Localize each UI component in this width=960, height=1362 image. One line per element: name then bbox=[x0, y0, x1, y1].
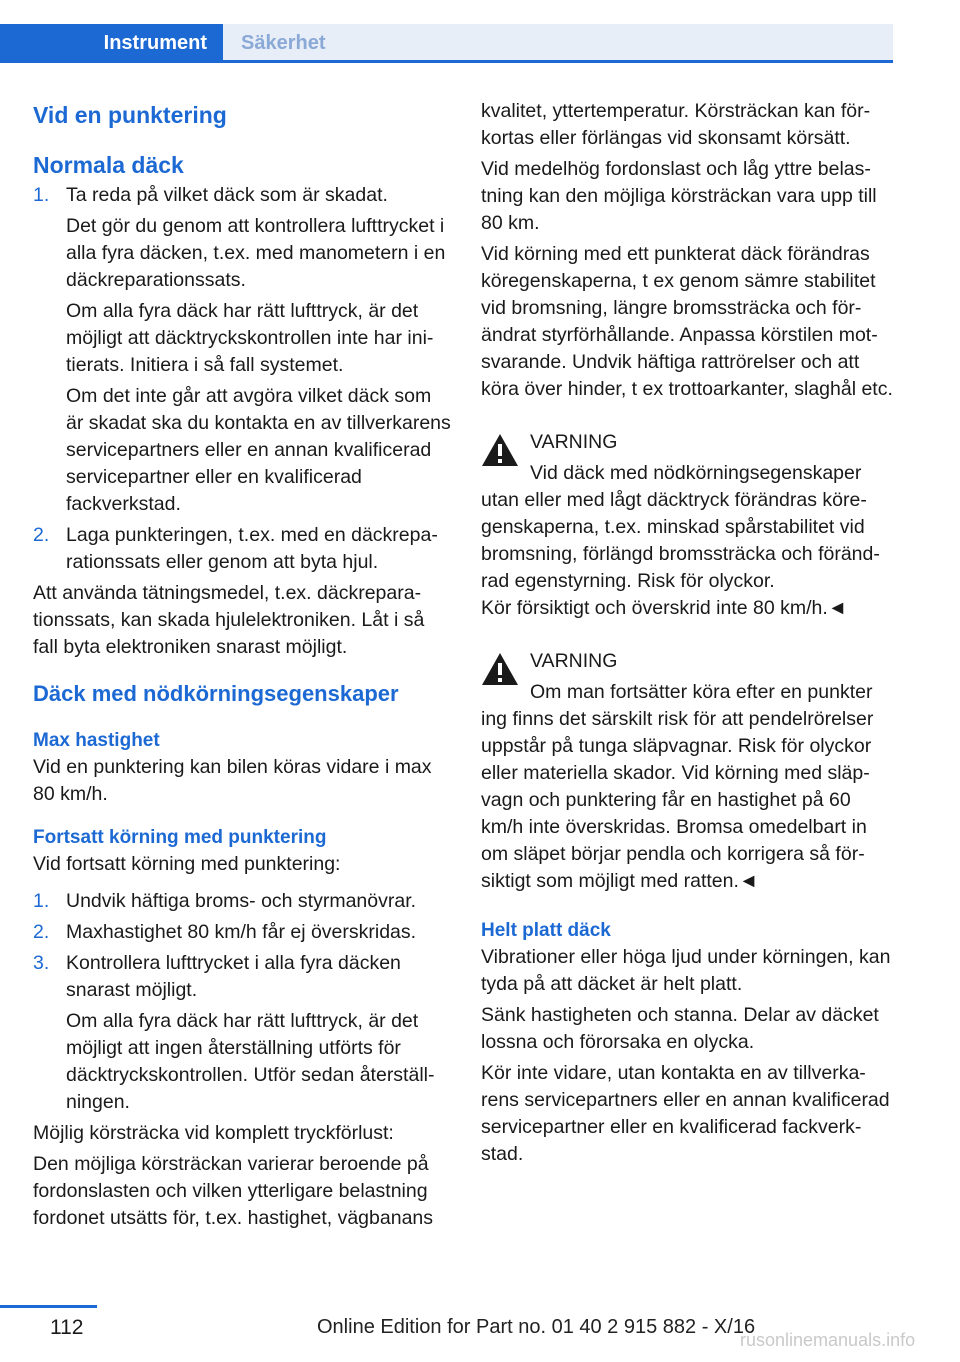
right-column bbox=[481, 98, 895, 1172]
warning-box bbox=[481, 429, 895, 622]
subsection-title-normal-tires: Normala däck bbox=[33, 152, 184, 178]
tab-sakerhet[interactable]: Säkerhet bbox=[223, 24, 893, 62]
list-item bbox=[33, 182, 453, 518]
watermark: rusonlinemanuals.info bbox=[740, 1330, 916, 1350]
list-item-text: Maxhastighet 80 km/h får ej överskridas. bbox=[66, 921, 417, 943]
list-number: 2. bbox=[33, 524, 50, 546]
paragraph: Vid fortsatt körning med punktering: bbox=[33, 853, 341, 875]
warning-text: Vid däck med nödkörningsegenskaper bbox=[530, 462, 862, 484]
paragraph: Att använda tätningsmedel, t.ex. däckreparationssats, kan skada hjulelektroniken. Låt i så fall byta elektroniken snarast möjligt. bbox=[33, 582, 425, 658]
list-item-subtext: Om alla fyra däck har rätt lufttryck, är det möjligt att däcktryckskontrollen inte har initierats. Initiera i så fall systemet. bbox=[66, 300, 434, 376]
paragraph: Den möjliga körsträckan varierar beroende på fordonslasten och vilken ytterligare belastning fordonet utsätts för, t.ex. hastighet, vägbanans bbox=[33, 1153, 434, 1229]
heading-max-speed: Max hastighet bbox=[33, 730, 160, 751]
subsection-title-runflat: Däck med nödkörningsegenskaper bbox=[33, 681, 399, 706]
paragraph: Vid medelhög fordonslast och låg yttre belastning kan den möjliga körsträckan vara upp till 80 km. bbox=[481, 158, 877, 234]
warning-text: ing finns det särskilt risk för att pendelrörelser uppstår på tunga släpvagnar. Risk för olyckor eller materiella skador. Vid körning med släpvagn och punktering får en hastighet på 60 km/h inte överskridas. Bromsa omedelbart in om släpet börjar pendla och korrigera så försiktigt som möjligt med ratten.◄ bbox=[481, 708, 874, 892]
warning-triangle-icon bbox=[481, 433, 519, 467]
list-item-subtext: Om alla fyra däck har rätt lufttryck, är det möjligt att ingen återställning utförts för däcktryckskontrollen. Utför sedan återställningen. bbox=[66, 1010, 435, 1113]
list-item-subtext: Det gör du genom att kontrollera lufttrycket i alla fyra däcken, t.ex. med manometern i en däckreparationssats. bbox=[66, 215, 446, 291]
list-item-text: Kontrollera lufttrycket i alla fyra däcken snarast möjligt. bbox=[66, 952, 401, 1001]
list-number: 1. bbox=[33, 184, 50, 206]
footer-rule bbox=[0, 1305, 97, 1308]
paragraph: Vid körning med ett punkterat däck förändras köregenskaperna, t ex genom sämre stabilitet vid bromsning, längre bromssträcka och förändrat styrförhållande. Anpassa körstilen motsvarande. Undvik häftiga rattrörelser och att köra över hinder, t ex trottoarkanter, slaghål etc. bbox=[481, 243, 893, 400]
list-item-text: Ta reda på vilket däck som är skadat. bbox=[66, 184, 388, 206]
list-item bbox=[33, 888, 453, 915]
list-number: 1. bbox=[33, 890, 50, 912]
steps-list-2 bbox=[33, 888, 453, 1116]
paragraph: Kör inte vidare, utan kontakta en av tillverkarens servicepartners eller en annan kvalificerad servicepartner eller en kvalificerad fackverkstad. bbox=[481, 1062, 890, 1165]
warning-text: utan eller med lågt däcktryck förändras köregenskaperna, t.ex. minskad spårstabilitet vid bromsning, förlängd bromssträcka och förändrad egenstyrning. Risk för olyckor. bbox=[481, 489, 880, 592]
list-item-text: Laga punkteringen, t.ex. med en däckreparationssats eller genom att byta hjul. bbox=[66, 524, 438, 573]
warning-title: VARNING bbox=[530, 431, 618, 453]
list-item-subtext: Om det inte går att avgöra vilket däck som är skadat ska du kontakta en av tillverkarens servicepartners eller en annan kvalificerad servicepartner eller en kvalificerad fackverkstad. bbox=[66, 385, 451, 515]
list-item bbox=[33, 950, 453, 1116]
page-number: 112 bbox=[50, 1316, 84, 1339]
warning-triangle-icon bbox=[481, 652, 519, 686]
list-item-text: Undvik häftiga broms- och styrmanövrar. bbox=[66, 890, 417, 912]
list-number: 3. bbox=[33, 952, 50, 974]
warning-title: VARNING bbox=[530, 650, 618, 672]
list-number: 2. bbox=[33, 921, 50, 943]
paragraph: Sänk hastigheten och stanna. Delar av däcket lossna och förorsaka en olycka. bbox=[481, 1004, 879, 1053]
edition-text: Online Edition for Part no. 01 40 2 915 882 - X/16 bbox=[317, 1316, 756, 1338]
paragraph: kvalitet, yttertemperatur. Körsträckan kan förkortas eller förlängas vid skonsamt körsätt. bbox=[481, 100, 871, 149]
tab-instrument[interactable]: Instrument bbox=[0, 24, 223, 62]
warning-text: Kör försiktigt och överskrid inte 80 km/h.◄ bbox=[481, 597, 848, 619]
heading-flat-tire: Helt platt däck bbox=[481, 920, 611, 941]
list-item bbox=[33, 522, 453, 576]
heading-continued-driving: Fortsatt körning med punktering bbox=[33, 827, 327, 848]
list-item bbox=[33, 919, 453, 946]
warning-text: Om man fortsätter köra efter en punkter bbox=[530, 681, 873, 703]
paragraph: Möjlig körsträcka vid komplett tryckförlust: bbox=[33, 1122, 394, 1144]
paragraph: Vid en punktering kan bilen köras vidare i max 80 km/h. bbox=[33, 756, 432, 805]
steps-list-1 bbox=[33, 182, 453, 576]
warning-box bbox=[481, 648, 895, 895]
chapter-tabs bbox=[0, 24, 893, 62]
header-rule bbox=[0, 60, 893, 63]
paragraph: Vibrationer eller höga ljud under körningen, kan tyda på att däcket är helt platt. bbox=[481, 946, 891, 995]
left-column bbox=[33, 98, 453, 1236]
section-title: Vid en punktering bbox=[33, 102, 227, 128]
